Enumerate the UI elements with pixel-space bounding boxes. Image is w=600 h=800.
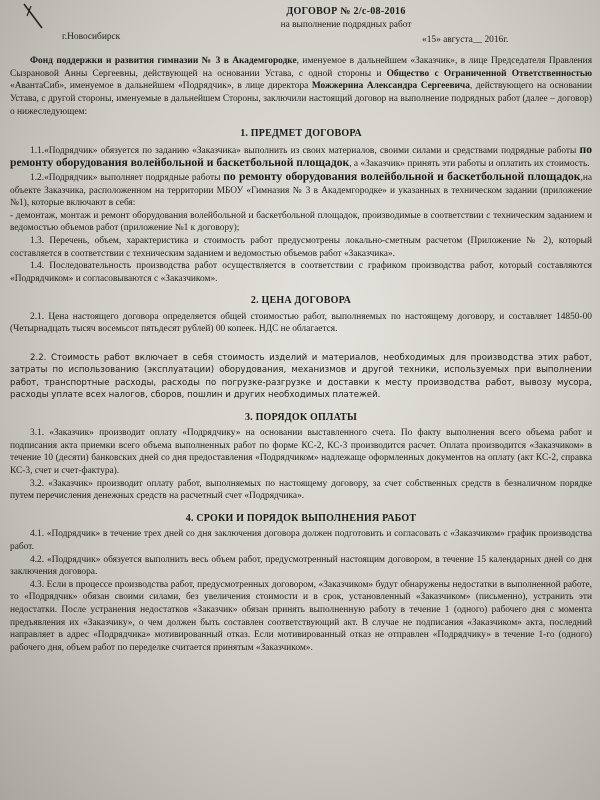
clause-1-1-bold: по ремонту оборудования волейбольной и баскетбольной площадок	[10, 142, 592, 170]
place-date-row	[10, 31, 592, 55]
document-subtitle: на выполнение подрядных работ	[280, 19, 412, 30]
preamble-part2: «АвантаСиб», именуемое в дальнейшем «Подрядчик», в лице директора	[10, 81, 312, 92]
contract-body	[10, 6, 592, 654]
clause-3-1: 3.1. «Заказчик» производит оплату «Подрядчику» на основании выставленного счета. По факту выполнения всего объема работ и подписания акта приемки всего объема выполненных работ по форме КС-2, КС-3 производится расчет. Оплата производится «Заказчиком» в течение 10 (десяти) банковских дней со дня предоставления «Подрядчиком» надлежаще оформленных документов на оплату (акт КС-2, справка КС-3, счет и счет-фактура).	[10, 428, 592, 477]
title-block	[100, 6, 592, 31]
director-name: Можжерина Александра Сергеевича	[311, 81, 470, 92]
clause-1-2-list: - демонтаж, монтаж и ремонт оборудования волейбольной и баскетбольной площадок, произвoдимые в соответствии с техническим заданием и ведомостью объемов работ (приложение №1 к договору);	[10, 210, 592, 234]
preamble-part3: , действующего на основании Устава, с другой стороны, именуемые в дальнейшем Стороны, заключили настоящий договор на выполнение подрядных работ (далее – договор) о нижеследующем:	[10, 81, 592, 117]
clause-1-1	[10, 144, 592, 171]
clause-4-1: 4.1. «Подрядчик» в течение трех дней со дня заключения договора должен подготовить и согласовать с «Заказчиком» график производства работ.	[10, 529, 592, 553]
clause-4-2: 4.2. «Подрядчик» обязуется выполнить весь объем работ, предусмотренный настоящим договором, в течение 15 календарных дней со дня заключения договора.	[10, 554, 592, 578]
city: г.Новосибирск	[62, 32, 121, 43]
clause-1-2-bold: по ремонту оборудования волейбольной и баскетбольной площадок	[223, 169, 581, 183]
clause-1-2-text-a: 1.2.«Подрядчик» выполняет подрядные работы	[30, 172, 224, 183]
section-4-title: 4. СРОКИ И ПОРЯДОК ВЫПОЛНЕНИЯ РАБОТ	[185, 512, 417, 524]
preamble-part1: , именуемое в дальнейшем «Заказчик», в лице Председателя Правления Сызрановой Анны Сергеевны, действующей на основании Устава, с одной стороны и	[10, 56, 593, 79]
clause-1-1-text-a: 1.1.«Подрядчик» обязуется по заданию «Заказчика» выполнить из своих материалов, своими силами и средствами подрядные работы	[30, 145, 580, 156]
section-3-title: 3. ПОРЯДОК ОПЛАТЫ	[244, 411, 358, 423]
section-1-title: 1. ПРЕДМЕТ ДОГОВОРА	[240, 128, 362, 140]
clause-1-4: 1.4. Последовательность производства работ осуществляется в соответствии с графиком производства работ, который составляются «Подрядчиком» и согласовываются с «Заказчиком».	[10, 261, 592, 284]
clause-1-2	[10, 171, 592, 210]
clause-2-2: 2.2. Стоимость работ включает в себя стоимость изделий и материалов, необходимых для производства этих работ, затраты по использованию (эксплуатации) оборудования, механизмов и другой техники, используемых при выполнении работ, транспортные расходы, расходы по погрузке-разгрузке и доставки к месту производства работ, вывозу мусора, расходы уплате всех налогов, сборов, пошлин и других необходимых платежей.	[10, 353, 592, 401]
clause-4-3: 4.3. Если в процессе производства работ, предусмотренных договором, «Заказчиком» будут обнаружены недостатки в выполненной работе, то «Подрядчик» обязан своими силами, без увеличения стоимости и в срок, установленный «Заказчиком» (письменно), устранить эти недостатки. После устранения недостатков «Заказчик» обязан принять выполненную работу в течение 1 (одного) рабочего дня с момента предъявления их «Заказчику», о чем должен быть составлен соответствующий акт. В случае не подписания «Заказчиком» акта, последний направляет в адрес «Подрядчика» мотивированный отказ. Если мотивированный отказ не отправлен «Подрядчику» в течение 1-го (одного) рабочего дня, объем работ по переделке считается принятым «Заказчиком».	[10, 579, 592, 653]
document-title: ДОГОВОР № 2/с-08-2016	[286, 6, 406, 17]
clause-1-3: 1.3. Перечень, объем, характеристика и стоимость работ предусмотрены локально-сметным расчетом (Приложение № 2), который составляется в соответствии с техническим заданием и ведомостью объемов работ «Заказчика».	[10, 235, 592, 259]
clause-1-1-text-b: , а «Заказчик» принять эти работы и оплатить их стоимость.	[349, 159, 590, 170]
preamble	[10, 55, 592, 118]
spacer	[10, 336, 592, 352]
clause-1-2-text-b: ,на объекте Заказчика, расположенном на территории МБОУ «Гимназия № 3 в Академгородке» и указанных в техническом задании (приложение №1), которые включают в себя:	[10, 172, 592, 209]
clause-2-1: 2.1. Цена настоящего договора определяется общей стоимостью работ, выполняемых по настоящему договору, и составляет 14850-00 (Четырнадцать тысяч восемьсот пятьдесят рублей) 00 копеек. НДС не облагается.	[10, 311, 592, 335]
customer-name: Фонд поддержки и развития гимназии № 3 в Академгородке	[30, 56, 297, 67]
clause-3-2: 3.2. «Заказчик» производит оплату работ, выполняемых по настоящему договору, за счет собственных средств в безналичном порядке путем перечисления денежных средств на расчетный счет «Подрядчика».	[10, 478, 592, 502]
contractor-name: Общество с Ограниченной Ответственностью	[386, 68, 593, 79]
contract-date: «15» августа__ 2016г.	[422, 35, 509, 46]
section-2-title: 2. ЦЕНА ДОГОВОРА	[250, 295, 352, 307]
